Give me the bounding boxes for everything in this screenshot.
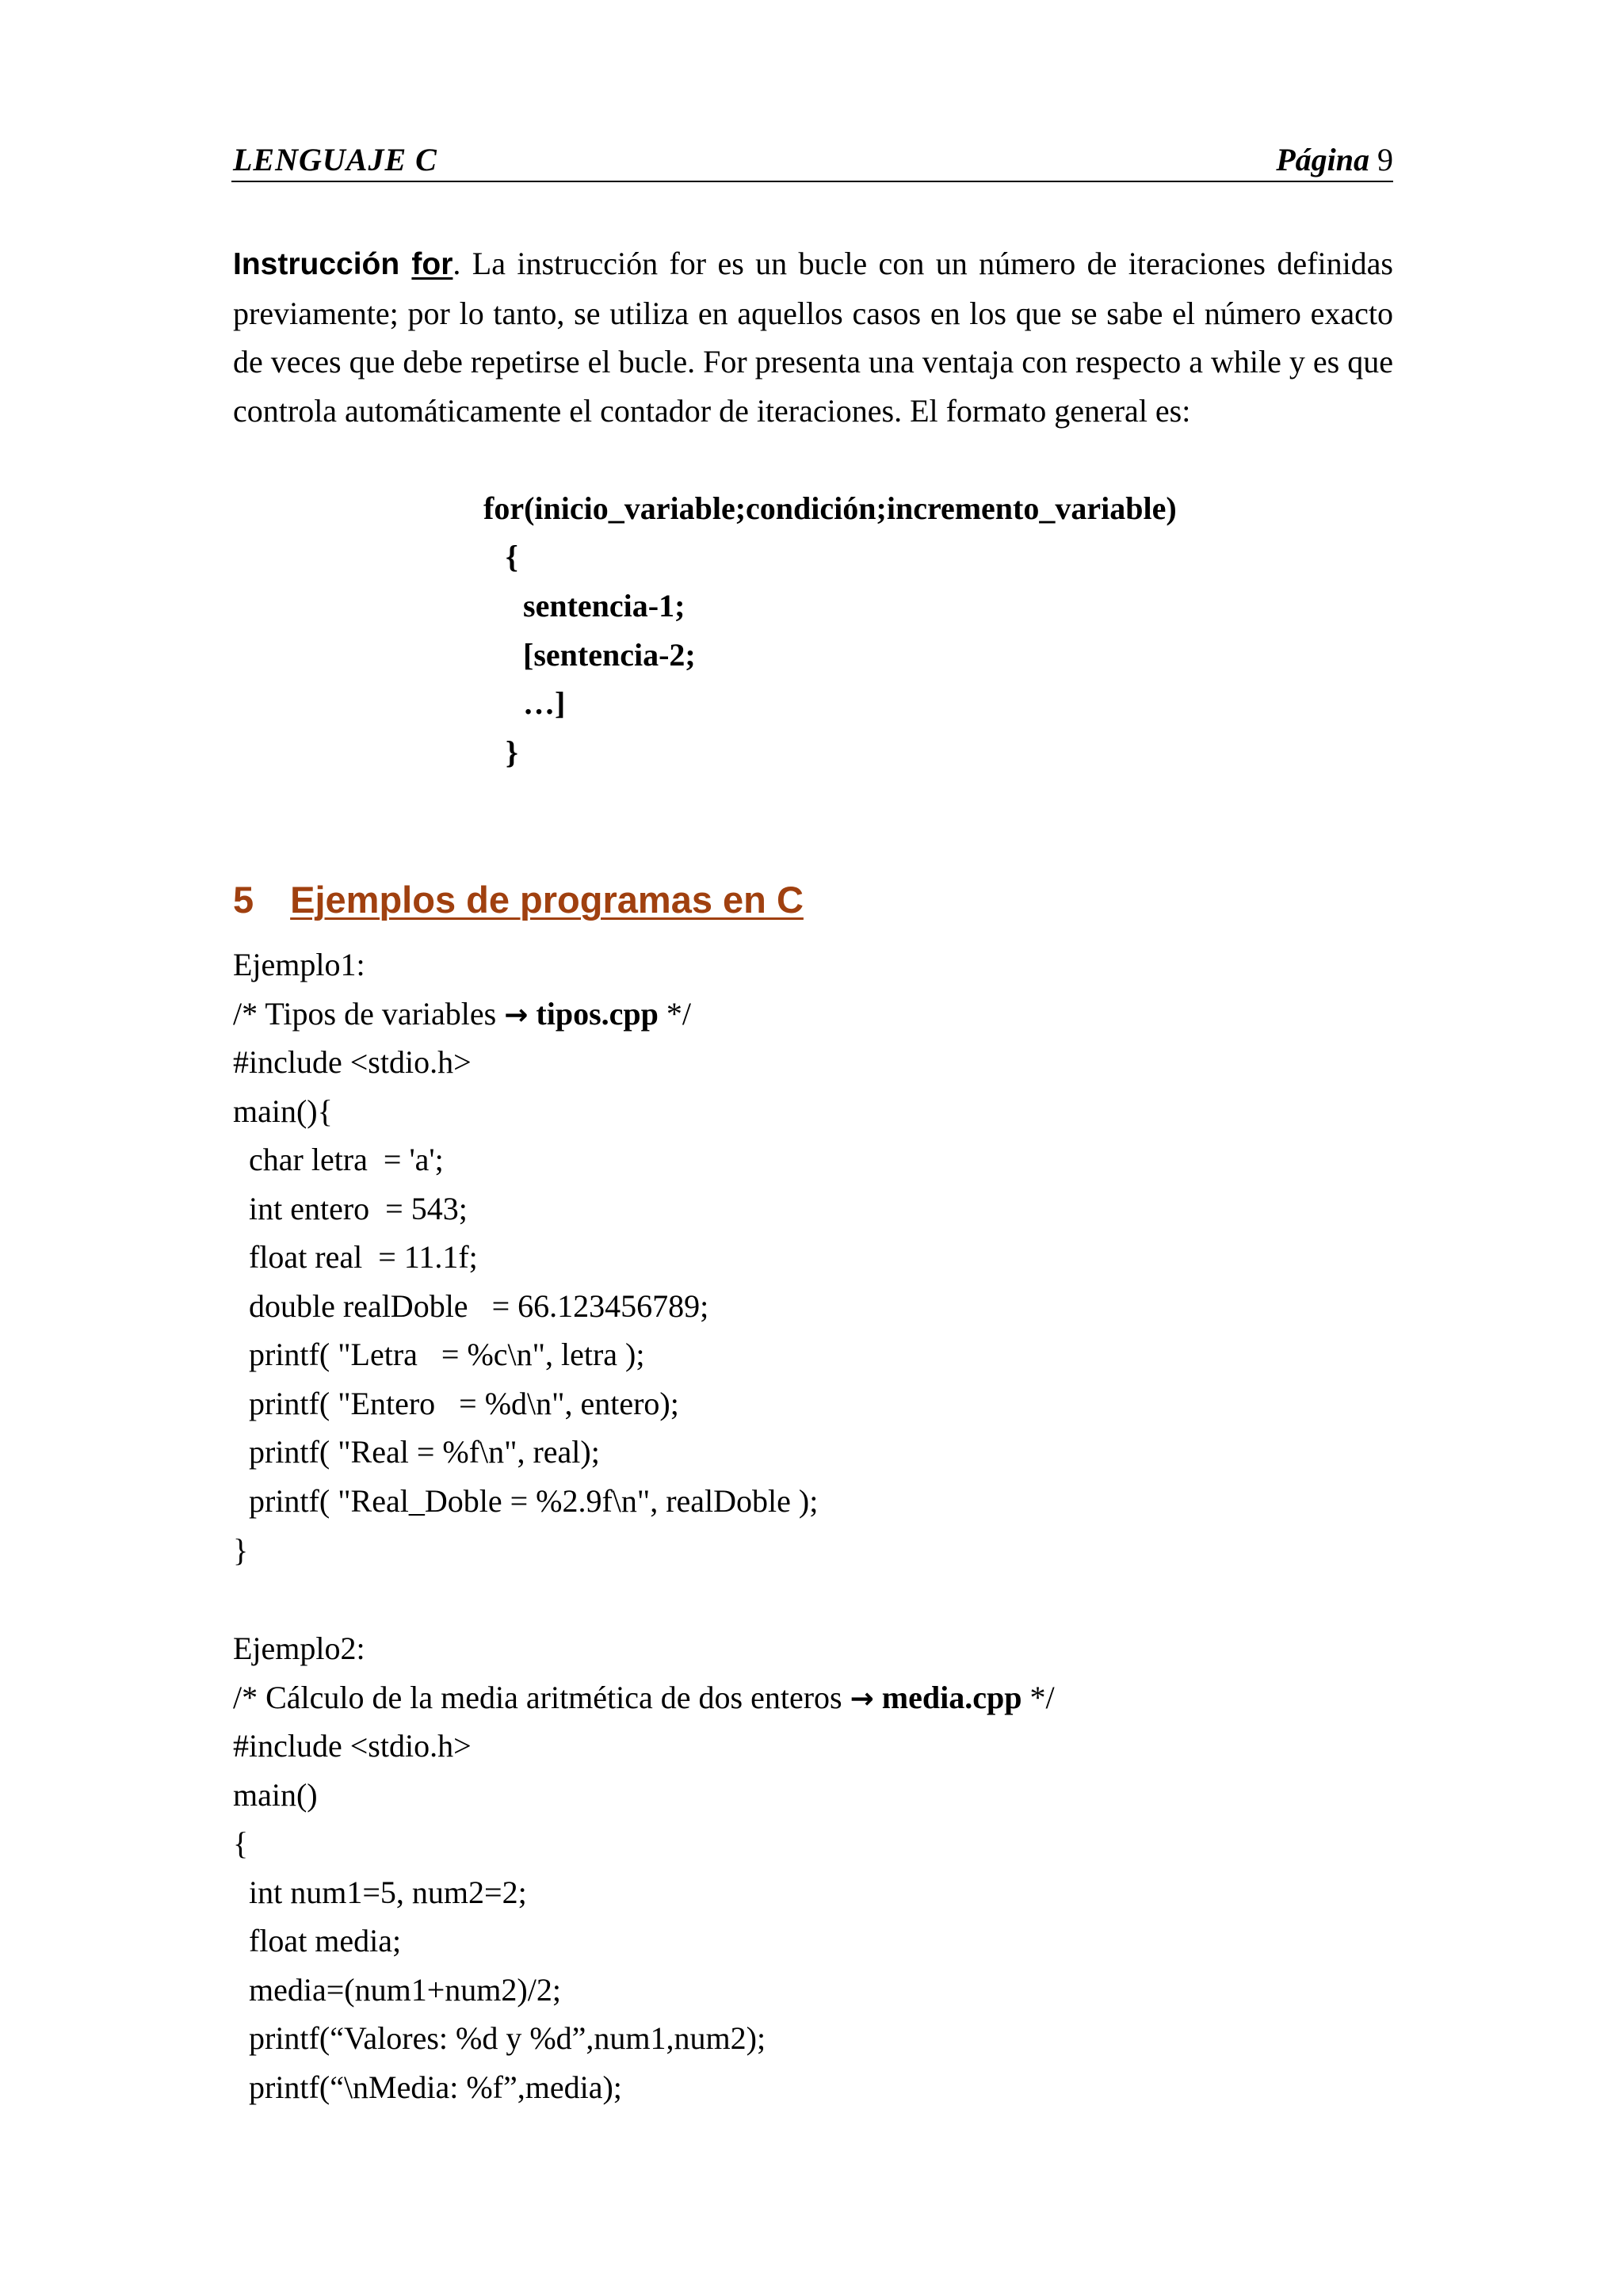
- for-syntax-line: for(inicio_variable;condición;incremento_variable): [483, 490, 1177, 526]
- section-title: Ejemplos de programas en C: [290, 879, 804, 921]
- for-syntax-line: …]: [523, 685, 566, 721]
- arrow-icon: →: [504, 999, 529, 1032]
- arrow-icon: →: [850, 1683, 874, 1715]
- code-line: main(){: [233, 1093, 333, 1129]
- for-syntax-line: sentencia-1;: [523, 588, 685, 624]
- for-instruction-body: . La instrucción for es un bucle con un número de iteraciones definidas previamente; por lo tanto, se utiliza en aquellos casos en los que se sabe el número exacto de veces que debe repetirse el bucle. For presenta una ventaja con respecto a while y es que controla automáticamente el contador de iteraciones. El formato general es:: [233, 246, 1393, 429]
- code-line: }: [233, 1532, 249, 1568]
- example-comment: [233, 1682, 1055, 1714]
- code-line: float real = 11.1f;: [249, 1239, 478, 1275]
- code-line: #include <stdio.h>: [233, 1728, 472, 1764]
- page-word: Página: [1276, 142, 1369, 177]
- for-instruction-heading: [233, 247, 453, 281]
- for-instruction-paragraph: [233, 239, 1393, 435]
- code-line: printf( "Letra = %c\n", letra );: [249, 1337, 645, 1372]
- code-line: {: [233, 1825, 249, 1861]
- code-line: printf( "Real = %f\n", real);: [249, 1434, 600, 1470]
- code-line: media=(num1+num2)/2;: [249, 1972, 561, 2008]
- code-line: main(): [233, 1777, 318, 1813]
- for-syntax-line: }: [506, 734, 518, 770]
- comment-end: */: [1022, 1680, 1055, 1715]
- code-line: float media;: [249, 1923, 402, 1958]
- page-number-label: [1276, 141, 1393, 178]
- file-name: tipos.cpp: [536, 996, 659, 1032]
- code-line: printf(“\nMedia: %f”,media);: [249, 2069, 622, 2105]
- code-line: #include <stdio.h>: [233, 1044, 472, 1080]
- example-comment: [233, 998, 691, 1030]
- comment-text: /* Cálculo de la media aritmética de dos enteros: [233, 1680, 850, 1715]
- comment-text: /* Tipos de variables: [233, 996, 505, 1032]
- comment-end: */: [658, 996, 692, 1032]
- for-heading-keyword: for: [411, 247, 453, 281]
- code-line: printf( "Entero = %d\n", entero);: [249, 1386, 679, 1421]
- header-rule: [231, 181, 1393, 182]
- page-number: 9: [1377, 142, 1393, 177]
- section-heading: [233, 878, 804, 921]
- code-line: char letra = 'a';: [249, 1142, 444, 1177]
- for-heading-word: Instrucción: [233, 247, 400, 281]
- for-syntax-line: {: [506, 539, 518, 574]
- code-line: double realDoble = 66.123456789;: [249, 1288, 709, 1324]
- file-name: media.cpp: [881, 1680, 1022, 1715]
- code-line: int entero = 543;: [249, 1191, 468, 1226]
- example-label: Ejemplo2:: [233, 1630, 365, 1666]
- running-header-title: LENGUAJE C: [233, 142, 437, 177]
- example-label: Ejemplo1:: [233, 947, 365, 982]
- code-line: printf(“Valores: %d y %d”,num1,num2);: [249, 2020, 766, 2056]
- for-syntax-line: [sentencia-2;: [523, 637, 696, 673]
- code-line: int num1=5, num2=2;: [249, 1875, 527, 1910]
- section-number: 5: [233, 879, 254, 921]
- code-line: printf( "Real_Doble = %2.9f\n", realDoble );: [249, 1483, 819, 1519]
